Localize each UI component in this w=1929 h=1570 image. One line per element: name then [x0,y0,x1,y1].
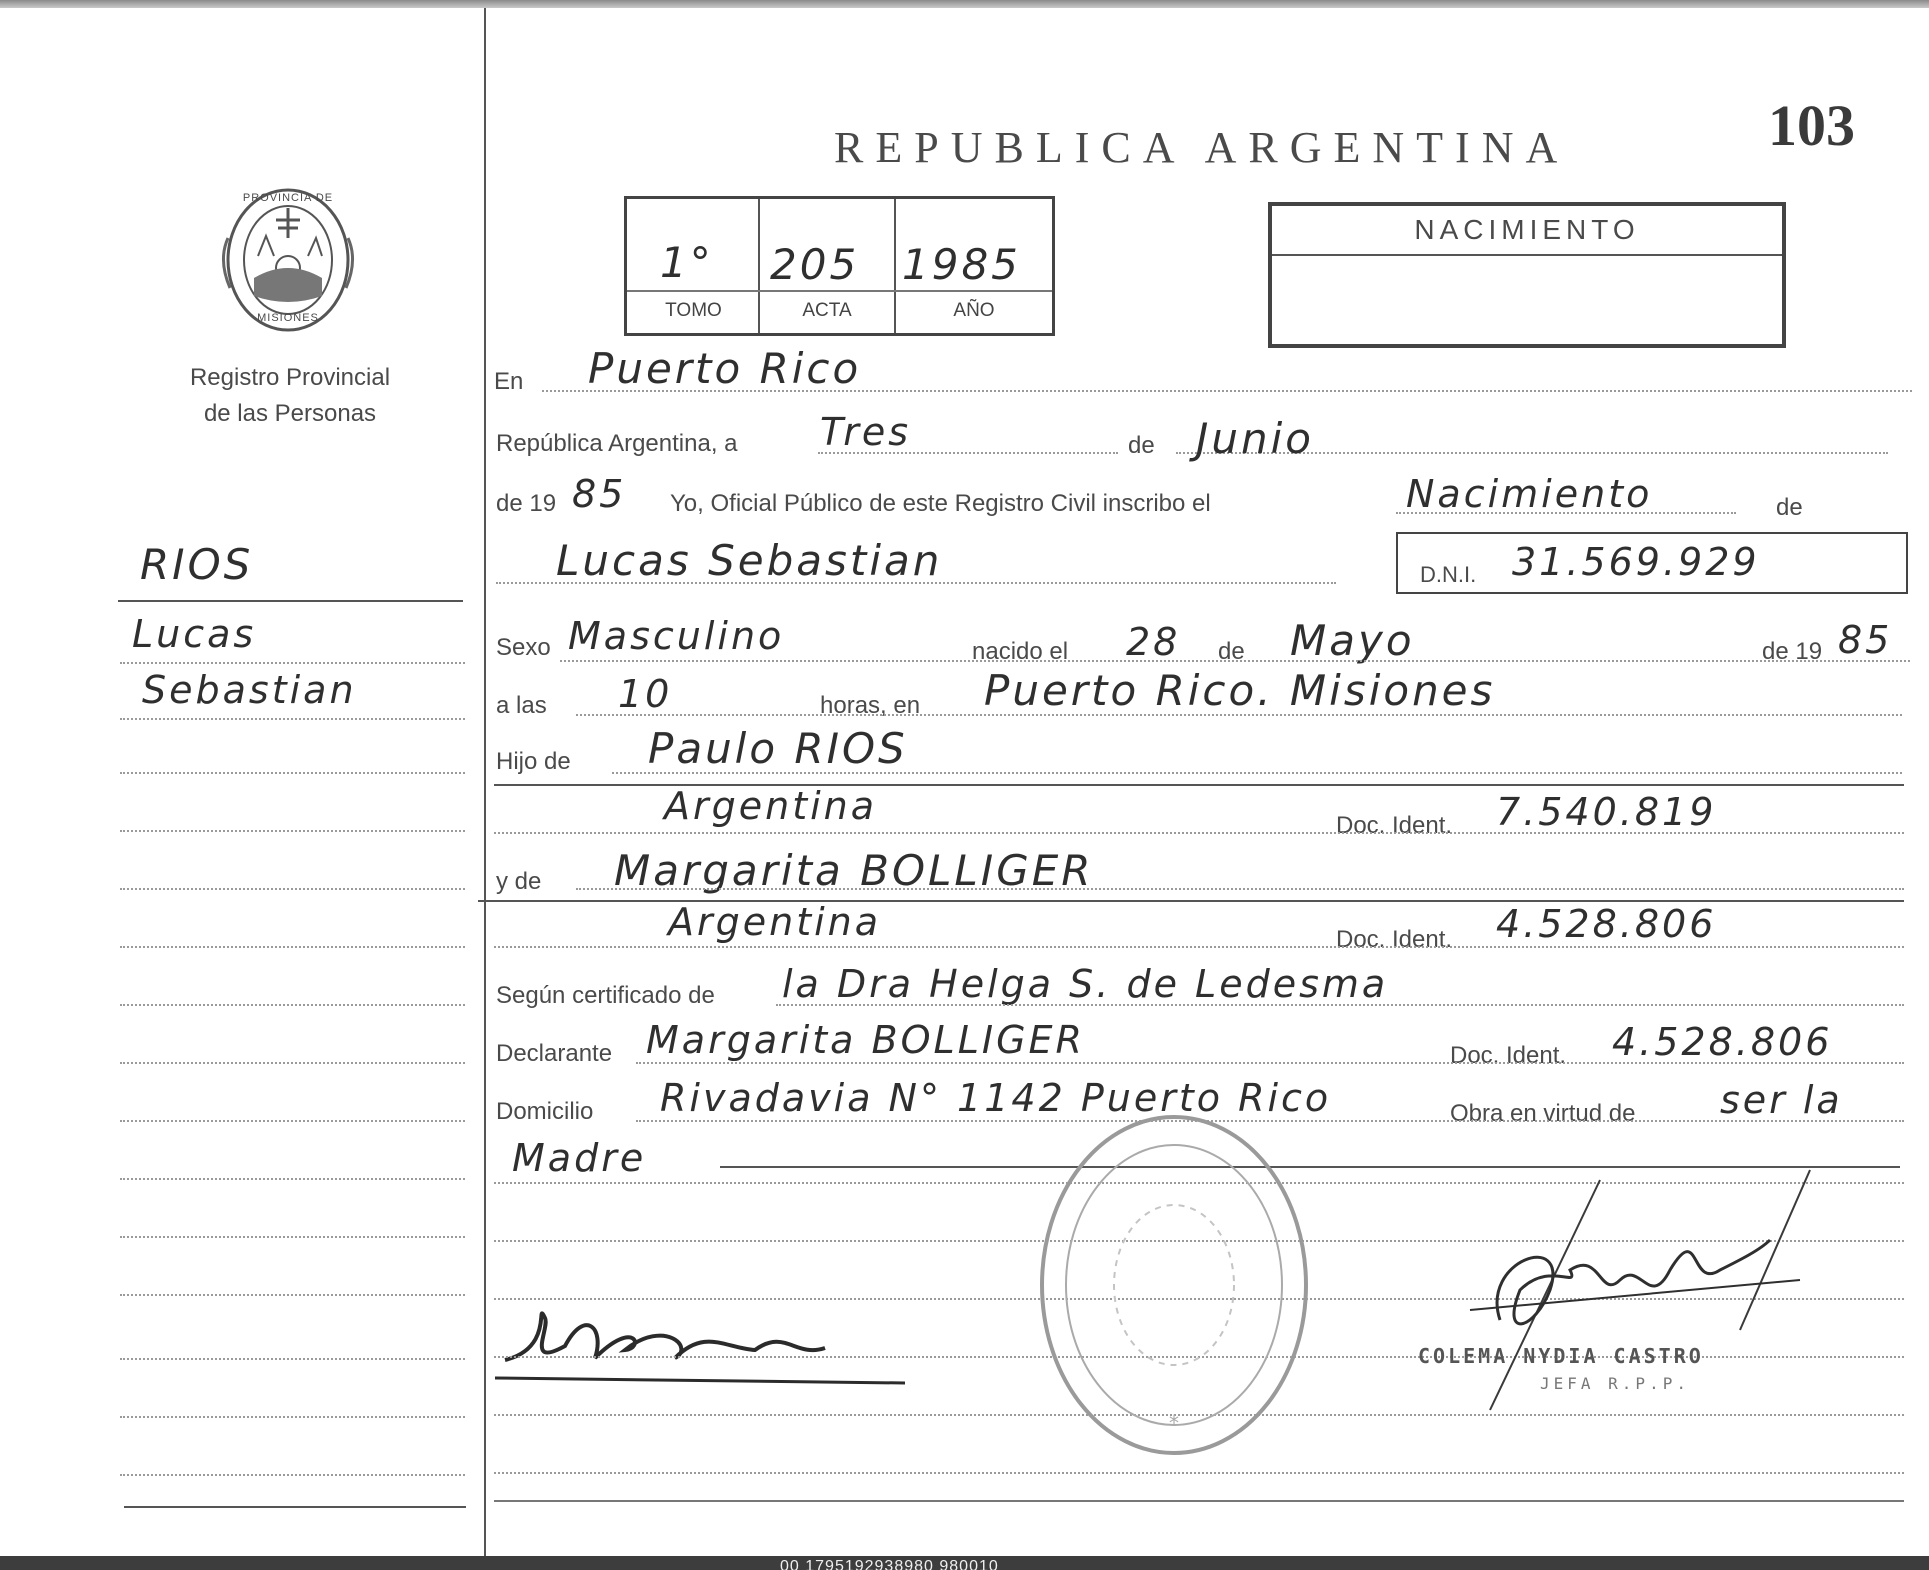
sex-value: Masculino [568,614,785,658]
label-hijo-de: Hijo de [496,748,571,775]
label-en: En [494,368,524,395]
sidebar-dotted-line [120,1120,465,1122]
sidebar-dotted-line [120,946,465,948]
label-de: de [1776,494,1803,521]
sidebar-bottom-rule [124,1506,466,1508]
act-kind-value: Nacimiento [1406,472,1653,516]
sidebar-dotted-line [120,1062,465,1064]
birth-place-value: Puerto Rico. Misiones [984,666,1496,715]
record-type-rule [1272,254,1782,256]
form-dotted-line [576,888,1904,890]
label-yo-oficial: Yo, Oficial Público de este Registro Civil inscribo el [670,490,1211,517]
label-doc-ident: Doc. Ident. [1336,812,1453,839]
sidebar-rule [118,600,463,602]
label-declarante: Declarante [496,1040,613,1067]
mother-nationality-value: Argentina [668,900,882,944]
capacity-value-1: ser la [1720,1078,1843,1122]
dni-value: 31.569.929 [1512,540,1760,584]
registry-name-line1: Registro Provincial [189,364,391,391]
label-de-19: de 19 [496,490,557,517]
hour-value: 10 [618,672,673,716]
anio-label: AÑO [953,300,995,321]
form-dotted-line [636,1062,1904,1064]
column-divider [484,8,486,1556]
capacity-value-2: Madre [512,1136,647,1180]
sidebar-dotted-line [120,830,465,832]
official-round-stamp-icon [1034,1110,1314,1460]
acta-label: ACTA [802,300,852,321]
official-name-stamp: COLEMA NYDIA CASTRO [1418,1344,1704,1368]
father-value: Paulo RIOS [648,724,908,773]
birth-month-value: Mayo [1290,616,1415,665]
label-doc-ident: Doc. Ident. [1336,926,1453,953]
seal-top-text: PROVINCIA DE [242,192,334,204]
label-dni: D.N.I. [1420,562,1477,587]
registry-name-line2: de las Personas [203,400,377,427]
label-y-de: y de [496,868,542,895]
label-nacido-el: nacido el [972,638,1069,665]
page-number: 103 [1768,93,1855,158]
birth-day-value: 28 [1126,620,1181,664]
label-republica: República Argentina, a [496,430,738,457]
sidebar-given-name-1: Lucas [132,612,257,656]
declarant-doc-value: 4.528.806 [1612,1020,1833,1064]
year-suffix-value: 85 [572,472,627,516]
form-dotted-line [560,660,1910,662]
place-value: Puerto Rico [588,344,862,393]
form-dotted-line [776,1004,1904,1006]
footer-code: 00 1795192938980 980010 [780,1558,999,1570]
sidebar-dotted-line [120,1474,465,1476]
sidebar-dotted-line [120,1294,465,1296]
box-rule [627,290,1052,292]
father-doc-value: 7.540.819 [1496,790,1717,834]
day-words-value: Tres [820,410,912,454]
label-domicilio: Domicilio [496,1098,594,1125]
tomo-label: TOMO [665,300,722,321]
form-dotted-line [494,832,1904,834]
form-dotted-line [576,714,1902,716]
address-value: Rivadavia N° 1142 Puerto Rico [660,1076,1332,1120]
certifier-value: la Dra Helga S. de Ledesma [782,962,1389,1006]
sidebar-given-name-2: Sebastian [142,668,357,712]
form-dotted-line [494,1472,1904,1474]
sidebar-dotted-line [120,772,465,774]
sidebar-dotted-line [120,1236,465,1238]
label-a-las: a las [496,692,547,719]
sidebar-dotted-line [120,1416,465,1418]
official-title-stamp: JEFA R.P.P. [1540,1374,1690,1393]
acta-value: 205 [770,240,860,289]
anio-value: 1985 [902,240,1021,289]
scan-top-edge [0,0,1929,8]
label-de: de [1128,432,1155,459]
label-horas-en: horas, en [820,692,921,719]
tomo-value: 1° [660,238,714,287]
form-dotted-line [494,946,1904,948]
sidebar-surname: RIOS [140,540,254,589]
sidebar-dotted-line [120,718,465,720]
country-title: REPUBLICA ARGENTINA [834,123,1570,172]
svg-text:*: * [1169,1411,1179,1435]
registrar-signature-image [495,1288,915,1388]
sidebar-dotted-line [120,662,465,664]
label-de-19: de 19 [1762,638,1823,665]
sidebar-dotted-line [120,888,465,890]
record-type: NACIMIENTO [1414,214,1640,245]
form-dotted-line [612,772,1902,774]
mother-doc-value: 4.528.806 [1496,902,1717,946]
label-sexo: Sexo [496,634,551,661]
father-nationality-value: Argentina [664,784,878,828]
label-de: de [1218,638,1245,665]
sidebar-dotted-line [120,1004,465,1006]
label-obra: Obra en virtud de [1450,1100,1636,1127]
full-name-value: Lucas Sebastian [556,536,943,585]
month-words-value: Junio [1196,414,1314,463]
label-segun: Según certificado de [496,982,715,1009]
form-bottom-rule [494,1500,1904,1502]
sidebar-dotted-line [120,1178,465,1180]
sidebar-dotted-line [120,1358,465,1360]
seal-bottom-text: MISIONES [257,312,319,324]
birth-year-suffix-value: 85 [1838,618,1893,662]
label-doc-ident: Doc. Ident. [1450,1042,1567,1069]
declarant-value: Margarita BOLLIGER [646,1018,1085,1062]
mother-value: Margarita BOLLIGER [614,846,1094,895]
